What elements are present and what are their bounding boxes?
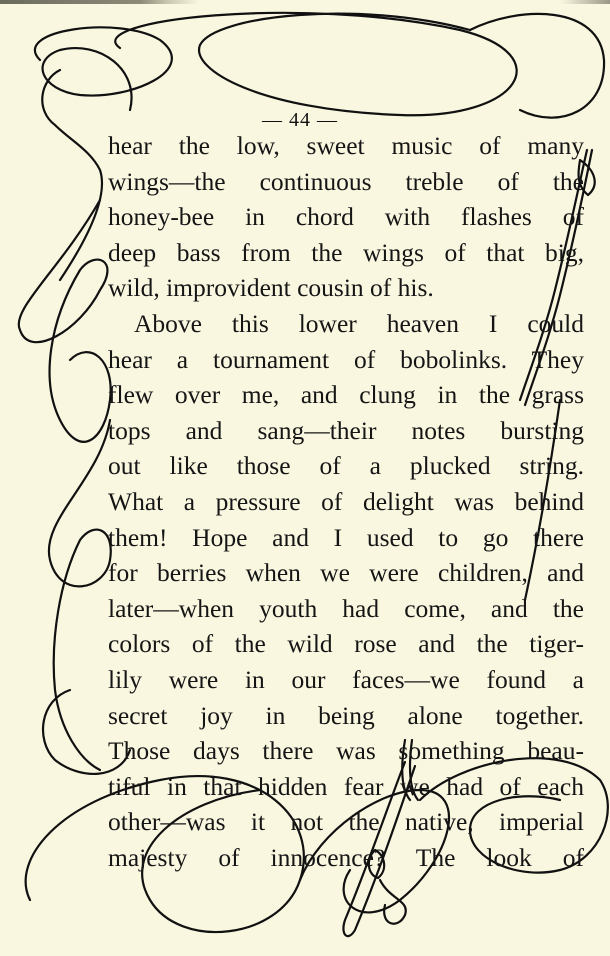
- text-line: Above this lower heaven I could: [134, 308, 584, 338]
- text-line: out like those of a plucked string.: [108, 451, 584, 481]
- text-line: tops and sang—their notes bursting: [108, 415, 584, 445]
- left-stem-upper: [42, 70, 102, 280]
- text-line: later—when youth had come, and the: [108, 593, 584, 623]
- text-line: them! Hope and I used to go there: [108, 522, 584, 552]
- text-line: flew over me, and clung in the grass: [108, 380, 584, 410]
- text-line: hear a tournament of bobolinks. They: [108, 344, 584, 374]
- text-line: hear the low, sweet music of many: [108, 131, 584, 160]
- text-line: colors of the wild rose and the tiger-: [108, 629, 584, 659]
- text-line: What a pressure of delight was behind: [108, 486, 584, 516]
- page-number: — 44 —: [262, 109, 338, 131]
- text-line: secret joy in being alone together.: [108, 700, 584, 730]
- top-loop: [115, 13, 516, 115]
- bottom-tendril: [380, 880, 406, 924]
- text-line: wings—the continuous treble of the: [108, 166, 584, 196]
- left-coil-lower: [49, 420, 111, 770]
- text-line: other—was it not the native, imperial: [108, 807, 584, 837]
- text-line: Those days there was something beau-: [108, 736, 584, 766]
- body-text: [108, 128, 584, 875]
- text-line: tiful in that hidden fear we had of each: [108, 771, 584, 801]
- text-line: wild, improvident cousin of his.: [108, 273, 434, 303]
- text-line: deep bass from the wings of that big,: [108, 237, 584, 267]
- text-line: majesty of innocence? The look of: [108, 842, 584, 872]
- text-line: lily were in our faces—we found a: [108, 664, 584, 694]
- top-left-coil: [35, 27, 172, 110]
- text-line: for berries when we were children, and: [108, 558, 584, 588]
- left-coil-mid: [19, 200, 111, 442]
- text-line: honey-bee in chord with flashes of: [108, 202, 584, 232]
